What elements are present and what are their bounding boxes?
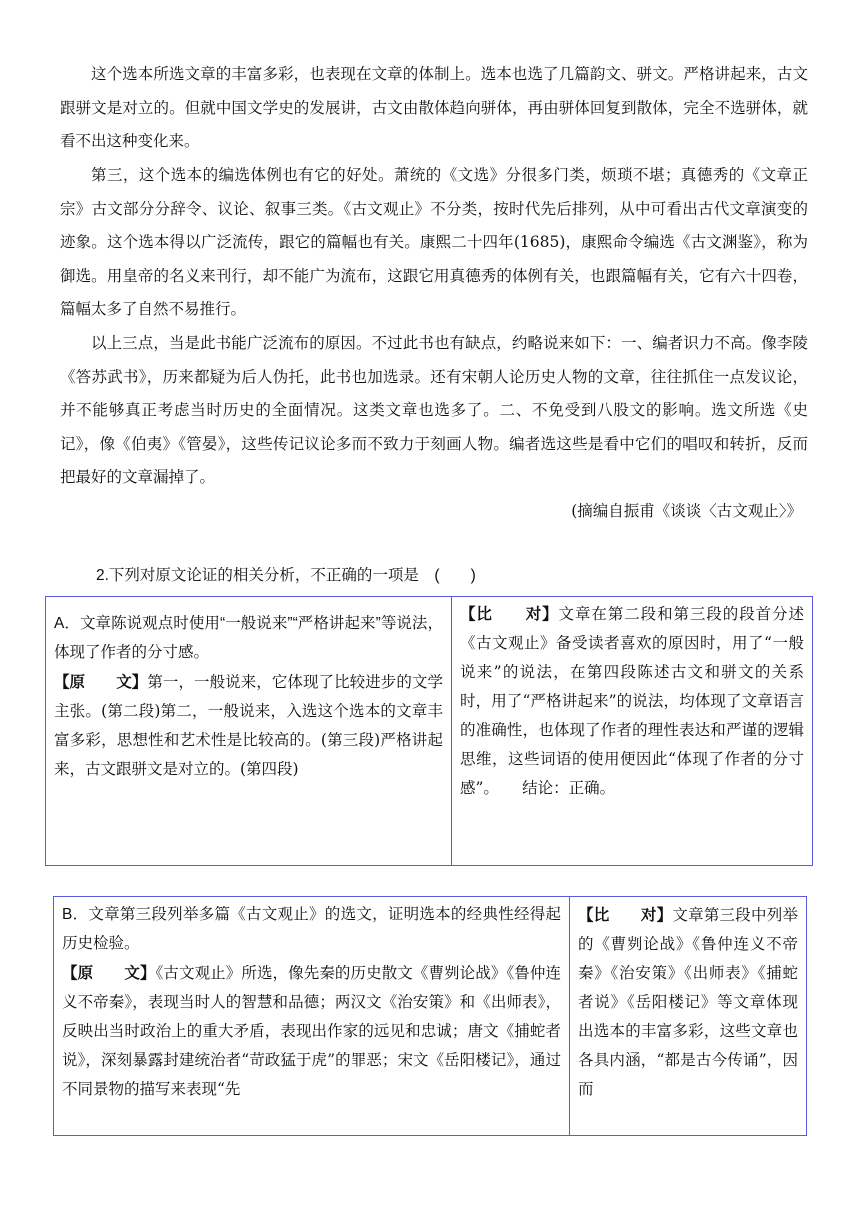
- option-a-original-column: [46, 597, 452, 865]
- passage-paragraph-2: 第三，这个选本的编选体例也有它的好处。萧统的《文选》分很多门类，烦琐不堪；真德秀的《文章正宗》古文部分分辞令、议论、叙事三类。《古文观止》不分类，按时代先后排列，从中可看出古代文章演变的迹象。这个选本得以广泛流传，跟它的篇幅也有关。康熙二十四年(1685)，康熙命令编选《古文渊鉴》，称为御选。用皇帝的名义来刊行，却不能广为流布，这跟它用真德秀的体例有关，也跟篇幅有关，它有六十四卷，篇幅太多了自然不易推行。: [60, 166, 808, 318]
- option-a-box: [45, 596, 813, 866]
- source-citation: (摘编自振甫《谈谈〈古文观止〉》: [571, 502, 802, 520]
- original-tag: 【原 文】: [62, 963, 156, 982]
- option-b-box: [53, 896, 807, 1136]
- question-stem: 2.下列对原文论证的相关分析，不正确的一项是 ( ): [96, 567, 476, 584]
- original-tag: 【原 文】: [54, 672, 148, 691]
- option-a-statement: A．文章陈说观点时使用“一般说来”“严格讲起来”等说法，体现了作者的分寸感。: [54, 615, 443, 661]
- option-b-compare: [578, 900, 798, 1104]
- option-b-original-column: [54, 897, 570, 1135]
- passage-paragraph-3: 以上三点，当是此书能广泛流布的原因。不过此书也有缺点，约略说来如下：一、编者识力不高。像李陵《答苏武书》，历来都疑为后人伪托，此书也加选录。还有宋朝人论历史人物的文章，往往抓住一点发议论，并不能够真正考虑当时历史的全面情况。这类文章也选多了。二、不免受到八股文的影响。选文所选《史记》，像《伯夷》《管晏》，这些传记议论多而不致力于刻画人物。编者选这些是看中它们的唱叹和转折，反而把最好的文章漏掉了。: [60, 334, 808, 486]
- option-a-compare-column: [452, 597, 812, 865]
- option-b-original-text: 《古文观止》所选，像先秦的历史散文《曹刿论战》《鲁仲连义不帝秦》，表现当时人的智慧和品德；两汉文《治安策》和《出师表》，反映出当时政治上的重大矛盾，表现出作家的远见和忠诚；唐文《捕蛇者说》，深刻暴露封建统治者“苛政猛于虎”的罪恶；宋文《岳阳楼记》，通过不同景物的描写来表现“先: [62, 964, 561, 1098]
- option-b-compare-column: [570, 897, 806, 1135]
- option-a-compare: [460, 599, 804, 803]
- option-a-original-text: 第一，一般说来，它体现了比较进步的文学主张。(第二段)第二，一般说来，入选这个选本的文章丰富多彩，思想性和艺术性是比较高的。(第三段)严格讲起来，古文跟骈文是对立的。(第四段): [54, 673, 443, 778]
- passage-paragraph-1: 这个选本所选文章的丰富多彩，也表现在文章的体制上。选本也选了几篇韵文、骈文。严格讲起来，古文跟骈文是对立的。但就中国文学史的发展讲，古文由散体趋向骈体，再由骈体回复到散体，完全不选骈体，就看不出这种变化来。: [60, 65, 808, 150]
- option-a-original: [54, 667, 443, 784]
- compare-tag: 【比 对】: [578, 905, 673, 924]
- option-b-compare-text: 文章第三段中列举的《曹刿论战》《鲁仲连义不帝秦》《治安策》《出师表》《捕蛇者说》《岳阳楼记》等文章体现出选本的丰富多彩，这些文章也各具内涵，“都是古今传诵”，因而: [578, 906, 798, 1098]
- option-b-statement: B．文章第三段列举多篇《古文观止》的选文，证明选本的经典性经得起历史检验。: [62, 906, 561, 952]
- option-a-compare-text: 文章在第二段和第三段的段首分述《古文观止》备受读者喜欢的原因时，用了“一般说来”的说法，在第四段陈述古文和骈文的关系时，用了“严格讲起来”的说法，均体现了文章语言的准确性，也体现了作者的理性表达和严谨的逻辑思维，这些词语的使用便因此“体现了作者的分寸感”。 结论：正确。: [460, 605, 804, 797]
- compare-tag: 【比 对】: [460, 604, 559, 623]
- option-b-original: [62, 958, 561, 1104]
